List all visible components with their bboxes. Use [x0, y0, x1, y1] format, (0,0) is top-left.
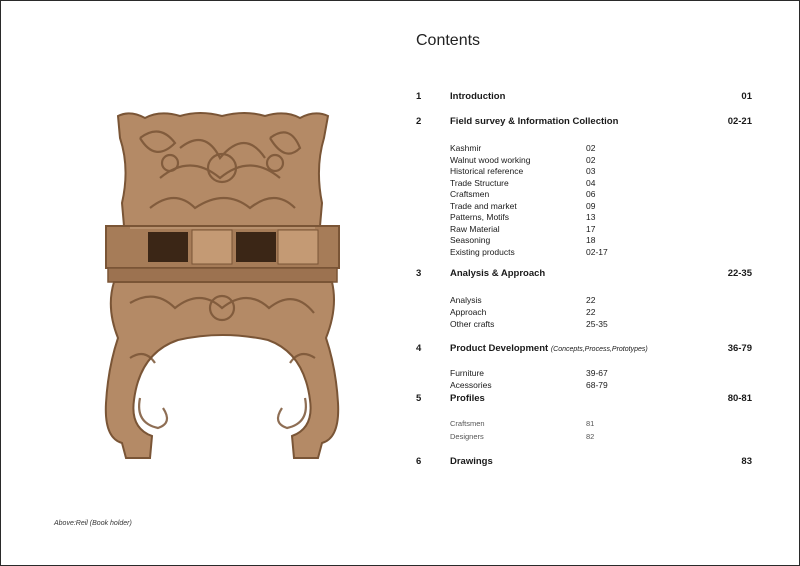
item-pages: 22: [586, 295, 596, 305]
item-title: Craftsmen: [450, 189, 490, 199]
item-pages: 39-67: [586, 368, 608, 378]
toc-item[interactable]: [450, 307, 620, 318]
section-pages: 22-35: [727, 268, 752, 279]
toc-item[interactable]: [450, 247, 620, 258]
toc-item[interactable]: [450, 432, 620, 443]
section-number: 2: [416, 116, 422, 127]
toc-item[interactable]: [450, 178, 620, 189]
item-pages: 02-17: [586, 246, 608, 257]
section-title: Analysis & Approach: [450, 268, 546, 279]
section-title: Introduction: [450, 91, 506, 102]
item-title: Acessories: [450, 380, 492, 390]
item-pages: 02: [586, 143, 596, 153]
section-title: [450, 343, 648, 354]
toc-item[interactable]: [450, 212, 620, 223]
item-title: Raw Material: [450, 223, 500, 234]
toc-item[interactable]: [450, 155, 620, 166]
section-title: Field survey & Information Collection: [450, 116, 619, 127]
section-pages: 83: [741, 456, 752, 467]
toc-section[interactable]: [416, 268, 752, 282]
section-number: 6: [416, 456, 422, 467]
section-number: 4: [416, 343, 422, 354]
item-title: Seasoning: [450, 235, 491, 245]
toc-item[interactable]: [450, 380, 620, 391]
toc-item[interactable]: [450, 319, 620, 330]
item-title: Approach: [450, 307, 487, 317]
item-pages: 04: [586, 177, 596, 188]
section-pages: 80-81: [727, 393, 752, 404]
item-title: Designers: [450, 432, 484, 441]
item-title: Kashmir: [450, 143, 482, 153]
toc-item[interactable]: [450, 224, 620, 235]
toc-section[interactable]: [416, 393, 752, 407]
item-pages: 03: [586, 166, 596, 176]
section-pages: 01: [741, 91, 752, 102]
toc-item[interactable]: [450, 419, 620, 430]
item-title: Existing products: [450, 246, 515, 257]
toc-item[interactable]: [450, 166, 620, 177]
item-title: Analysis: [450, 295, 482, 305]
page-title: Contents: [416, 32, 481, 49]
item-title: Patterns, Motifs: [450, 212, 510, 222]
toc-item[interactable]: [450, 235, 620, 246]
item-pages: 18: [586, 235, 596, 245]
item-pages: 06: [586, 189, 596, 199]
item-pages: 17: [586, 223, 596, 234]
book-holder-illustration: [100, 108, 345, 460]
toc-item[interactable]: [450, 189, 620, 200]
toc-item[interactable]: [450, 368, 620, 379]
toc-section[interactable]: [416, 343, 752, 357]
section-title: Drawings: [450, 456, 493, 467]
section-number: 3: [416, 268, 422, 279]
toc-section[interactable]: [416, 116, 752, 130]
item-pages: 81: [586, 419, 595, 428]
item-pages: 82: [586, 432, 595, 441]
item-pages: 68-79: [586, 380, 608, 390]
item-title: Furniture: [450, 368, 485, 378]
section-number: 1: [416, 91, 422, 102]
section-note: (Concepts,Process,Prototypes): [550, 346, 648, 353]
section-pages: 36-79: [727, 343, 752, 354]
item-title: Historical reference: [450, 166, 524, 176]
upper-panel: [118, 113, 328, 226]
section-number: 5: [416, 393, 422, 404]
toc-item[interactable]: [450, 295, 620, 306]
item-title: Walnut wood working: [450, 154, 531, 165]
item-pages: 02: [586, 154, 596, 165]
item-title: Other crafts: [450, 319, 495, 329]
toc-item[interactable]: [450, 143, 620, 154]
item-pages: 13: [586, 212, 596, 222]
image-caption: Above:Reil (Book holder): [54, 520, 132, 527]
item-pages: 09: [586, 200, 596, 211]
item-title: Trade Structure: [450, 177, 509, 188]
item-title: Trade and market: [450, 200, 517, 211]
section-pages: 02-21: [727, 116, 752, 127]
item-pages: 22: [586, 307, 596, 317]
item-title: Craftsmen: [450, 419, 485, 428]
section-title-text: Product Development: [450, 343, 549, 354]
toc-item[interactable]: [450, 201, 620, 212]
item-pages: 25-35: [586, 319, 608, 329]
toc-section[interactable]: [416, 91, 752, 105]
toc-section[interactable]: [416, 456, 752, 470]
section-title: Profiles: [450, 393, 485, 404]
